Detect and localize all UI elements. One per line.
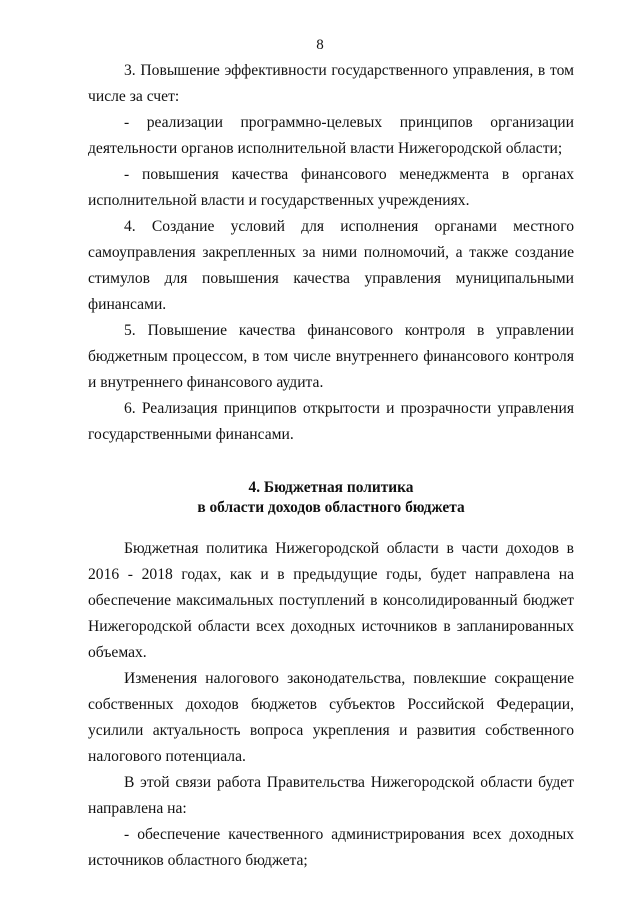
paragraph-subitem-administration: - обеспечение качественного администрирования всех доходных источников областного бюджета; — [88, 826, 574, 869]
paragraph-subitem-management: - повышения качества финансового менеджмента в органах исполнительной власти и государственных учреждениях. — [88, 166, 574, 209]
page-number: 8 — [316, 37, 324, 53]
paragraph-budget-policy: Бюджетная политика Нижегородской области в части доходов в 2016 - 2018 годах, как и в предыдущие годы, будет направлена на обеспечение максимальных поступлений в консолидированный бюджет Нижегородской области всех доходных источников в запланированных объемах. — [88, 540, 574, 661]
document-body — [88, 58, 574, 874]
section-heading-line-1: 4. Бюджетная политика — [248, 479, 414, 496]
section-heading — [88, 478, 574, 518]
paragraph-item-5: 5. Повышение качества финансового контроля в управлении бюджетным процессом, в том числе внутреннего финансового контроля и внутреннего финансового аудита. — [88, 322, 574, 391]
paragraph-item-4: 4. Создание условий для исполнения органами местного самоуправления закрепленных за ними полномочий, а также создание стимулов для повышения качества управления муниципальными финансами. — [88, 218, 574, 313]
paragraph-tax-changes: Изменения налогового законодательства, повлекшие сокращение собственных доходов бюджетов субъектов Российской Федерации, усилили актуальность вопроса укрепления и развития собственного налогового потенциала. — [88, 670, 574, 765]
paragraph-subitem-programs: - реализации программно-целевых принципов организации деятельности органов исполнительной власти Нижегородской области; — [88, 114, 574, 157]
paragraph-government-work: В этой связи работа Правительства Нижегородской области будет направлена на: — [88, 774, 574, 817]
paragraph-item-3: 3. Повышение эффективности государственного управления, в том числе за счет: — [88, 62, 574, 105]
section-heading-line-2: в области доходов областного бюджета — [197, 499, 465, 516]
paragraph-item-6: 6. Реализация принципов открытости и прозрачности управления государственными финансами. — [88, 400, 574, 443]
